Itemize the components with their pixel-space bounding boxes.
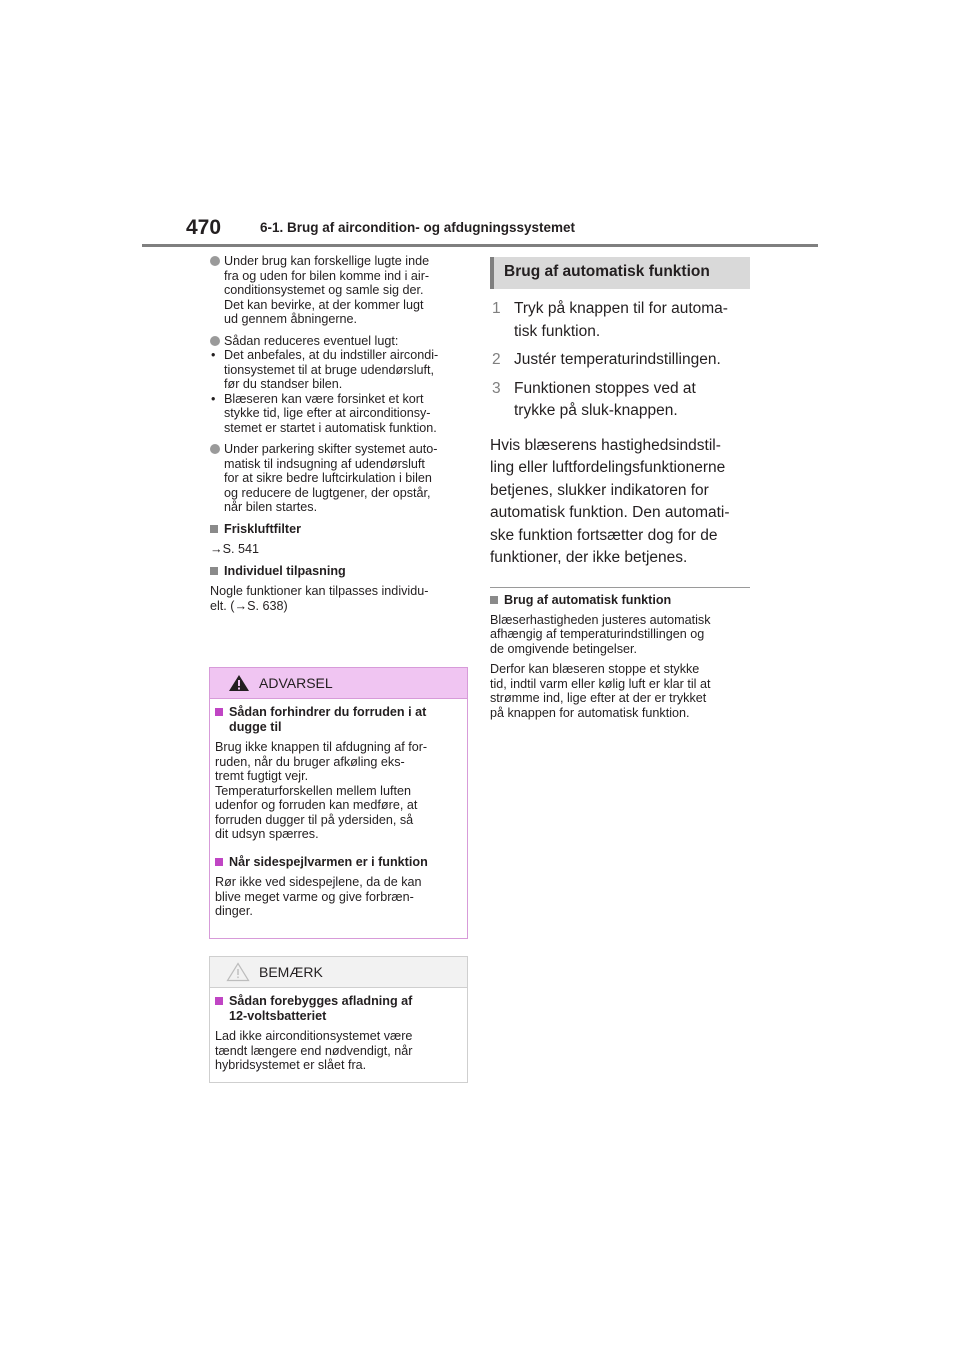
step-number: 1 bbox=[492, 300, 501, 317]
text-line: dinger. bbox=[215, 904, 253, 918]
text-line: Lad ikke airconditionsystemet være bbox=[215, 1029, 413, 1043]
sub-bullet-icon: • bbox=[211, 348, 216, 362]
text-line: blive meget varme og give forbræn- bbox=[215, 889, 414, 904]
step-item bbox=[490, 378, 750, 423]
notice-text bbox=[215, 1029, 463, 1073]
left-column bbox=[210, 254, 470, 620]
text-line: Det kan bevirke, at der kommer lugt bbox=[224, 297, 424, 312]
square-bullet-icon bbox=[490, 596, 498, 604]
text-line: matisk til indsugning af udendørsluft bbox=[224, 456, 425, 471]
warning-icon bbox=[228, 674, 250, 697]
text-line: dugge til bbox=[229, 719, 282, 734]
warning-subheading bbox=[215, 705, 463, 734]
text-line: forruden dugger til på ydersiden, så bbox=[215, 812, 414, 827]
text-line: tisk funktion. bbox=[514, 322, 601, 340]
text-line: automatisk funktion. Den automati- bbox=[490, 504, 730, 521]
text-line: trykke på sluk-knappen. bbox=[514, 402, 678, 419]
bullet-item bbox=[210, 334, 470, 349]
warning-text bbox=[215, 875, 463, 919]
text-line: Brug ikke knappen til afdugning af for- bbox=[215, 740, 428, 754]
square-bullet-icon bbox=[210, 525, 218, 533]
small-paragraph bbox=[490, 662, 750, 720]
steps-list bbox=[490, 298, 750, 423]
right-column bbox=[490, 257, 750, 720]
text-line: Sådan forhindrer du forruden i at bbox=[229, 705, 427, 719]
sub-heading bbox=[490, 593, 750, 607]
header-rule bbox=[142, 244, 818, 247]
text-line: tændt længere end nødvendigt, når bbox=[215, 1043, 413, 1058]
text-line: før du standser bilen. bbox=[224, 377, 343, 391]
text-line: conditionsystemet og samle sig der. bbox=[224, 283, 424, 297]
text-line: for at sikre bedre luftcirkulation i bilen bbox=[224, 471, 432, 485]
sub-item bbox=[210, 348, 470, 392]
square-bullet-icon bbox=[210, 567, 218, 575]
text-line: tionsystemet til at bruge udendørsluft, bbox=[224, 362, 434, 377]
text-line: Blæseren kan være forsinket et kort bbox=[224, 391, 424, 406]
notice-label: BEMÆRK bbox=[259, 964, 323, 980]
section-heading: Brug af automatisk funktion bbox=[490, 257, 750, 289]
subheading-text: Individuel tilpasning bbox=[224, 563, 346, 578]
page-reference-link[interactable]: →S. 541 bbox=[210, 542, 260, 556]
warning-body bbox=[210, 699, 467, 919]
text-line: udenfor og forruden kan medføre, at bbox=[215, 798, 418, 812]
bullet-dot-icon bbox=[210, 256, 220, 266]
text-line: de omgivende betingelser. bbox=[490, 641, 638, 656]
step-number: 3 bbox=[492, 379, 501, 397]
text-line: Sådan forebygges afladning af bbox=[229, 994, 413, 1008]
subheading-text: Når sidespejlvarmen er i funktion bbox=[229, 854, 428, 869]
text-line: Nogle funktioner kan tilpasses individu- bbox=[210, 584, 429, 598]
warning-header bbox=[210, 668, 467, 699]
notice-subheading bbox=[215, 994, 463, 1023]
page-number: 470 bbox=[186, 216, 222, 239]
warning-box bbox=[209, 667, 468, 939]
text-line: Justér temperaturindstillingen. bbox=[514, 351, 721, 368]
text-line: 12-voltsbatteriet bbox=[229, 1008, 327, 1023]
notice-header bbox=[210, 957, 467, 988]
square-bullet-icon bbox=[215, 858, 223, 866]
text-line: tid, indtil varm eller kølig luft er klar til at bbox=[490, 676, 711, 691]
text-line: dit udsyn spærres. bbox=[215, 827, 319, 841]
text-line: stemet er startet i automatisk funktion. bbox=[224, 420, 437, 435]
text-line: funktioner, der ikke betjenes. bbox=[490, 549, 688, 566]
text-line: Under parkering skifter systemet auto- bbox=[224, 442, 438, 456]
text-line: ruden, når du bruger afkøling eks- bbox=[215, 754, 405, 769]
text-line: strømme ind, lige efter at der er trykket bbox=[490, 691, 707, 705]
customization-text bbox=[210, 584, 470, 613]
sub-bullet-icon: • bbox=[211, 391, 216, 406]
notice-box bbox=[209, 956, 468, 1083]
step-item bbox=[490, 349, 750, 372]
text-line: på knappen for automatisk funktion. bbox=[490, 705, 690, 720]
small-paragraph bbox=[490, 613, 750, 657]
divider bbox=[490, 587, 750, 588]
body-paragraph bbox=[490, 435, 750, 570]
bullet-item bbox=[210, 442, 470, 515]
step-number: 2 bbox=[492, 351, 501, 368]
text-line: Rør ikke ved sidespejlene, da de kan bbox=[215, 875, 422, 889]
page-reference-link[interactable]: elt. (→S. 638) bbox=[210, 598, 288, 613]
text-line: Funktionen stoppes ved at bbox=[514, 379, 696, 397]
text-line: stykke tid, lige efter at airconditionsy- bbox=[224, 406, 431, 420]
square-bullet-icon bbox=[215, 708, 223, 716]
text-line: når bilen startes. bbox=[224, 500, 318, 514]
subheading-text: Brug af automatisk funktion bbox=[504, 592, 672, 607]
square-bullet-icon bbox=[215, 997, 223, 1005]
bullet-dot-icon bbox=[210, 444, 220, 454]
subheading-fresh-air-filter bbox=[210, 522, 470, 537]
caution-icon bbox=[226, 962, 250, 987]
subheading-customization bbox=[210, 564, 470, 579]
text-line: ling eller luftfordelingsfunktionerne bbox=[490, 459, 726, 476]
text-line: Det anbefales, at du indstiller aircondi- bbox=[224, 348, 439, 362]
text-line: Under brug kan forskellige lugte inde bbox=[224, 254, 430, 268]
warning-label: ADVARSEL bbox=[259, 675, 333, 691]
text-line: afhængig af temperaturindstillingen og bbox=[490, 627, 705, 641]
text-line: Blæserhastigheden justeres automatisk bbox=[490, 612, 711, 627]
text-line: Sådan reduceres eventuel lugt: bbox=[224, 333, 399, 348]
page-header bbox=[142, 212, 818, 248]
text-line: ud gennem åbningerne. bbox=[224, 312, 358, 326]
text-line: betjenes, slukker indikatoren for bbox=[490, 481, 709, 499]
bullet-dot-icon bbox=[210, 336, 220, 346]
bullet-item bbox=[210, 254, 470, 327]
warning-subheading bbox=[215, 855, 463, 870]
text-line: hybridsystemet er slået fra. bbox=[215, 1058, 367, 1072]
text-line: Temperaturforskellen mellem luften bbox=[215, 783, 411, 798]
text-line: fra og uden for bilen komme ind i air- bbox=[224, 268, 430, 283]
text-line: ske funktion fortsætter dog for de bbox=[490, 526, 718, 544]
text-line: Derfor kan blæseren stoppe et stykke bbox=[490, 662, 700, 676]
step-item bbox=[490, 298, 750, 343]
subheading-text: Friskluftfilter bbox=[224, 521, 301, 536]
text-line: Hvis blæserens hastighedsindstil- bbox=[490, 436, 721, 454]
text-line: og reducere de lugtgener, der opstår, bbox=[224, 485, 431, 500]
sub-item bbox=[210, 392, 470, 436]
text-line: tremt fugtigt vejr. bbox=[215, 769, 309, 783]
notice-body bbox=[210, 988, 467, 1073]
text-line: Tryk på knappen til for automa- bbox=[514, 300, 728, 317]
warning-text bbox=[215, 740, 463, 842]
section-title: 6-1. Brug af aircondition- og afdugningssystemet bbox=[260, 220, 576, 235]
